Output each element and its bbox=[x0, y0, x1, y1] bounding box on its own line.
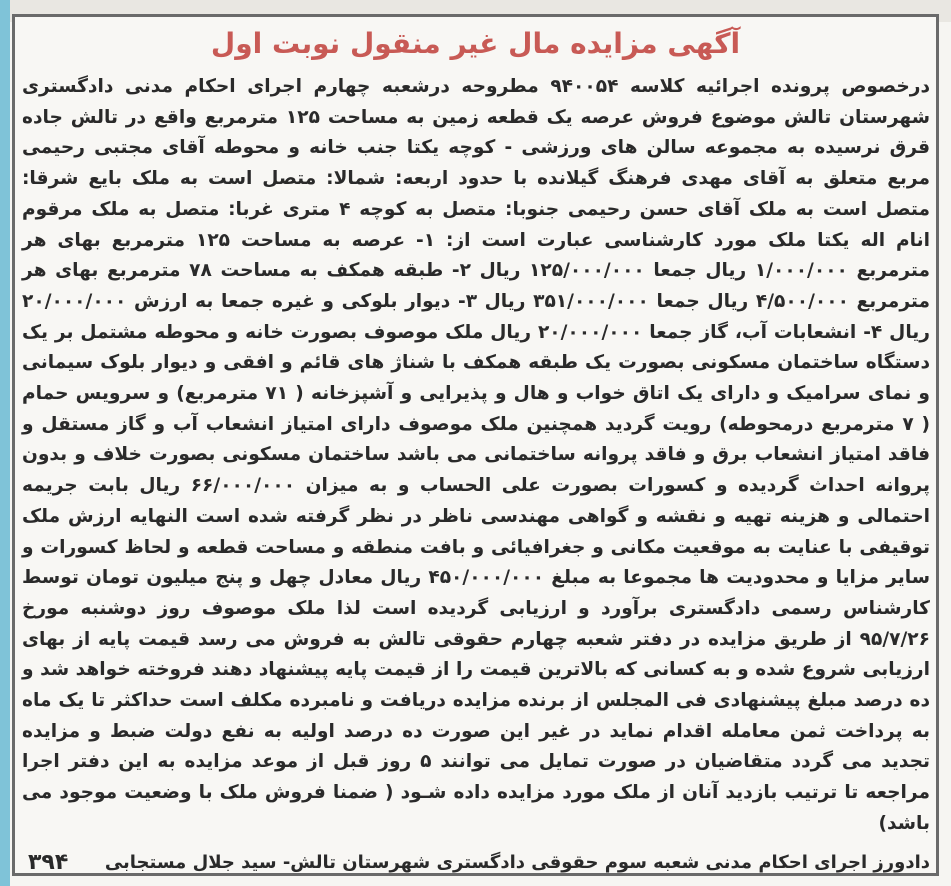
signature-line: دادورز اجرای احکام مدنی شعبه سوم حقوقی دادگستری شهرستان تالش- سید جلال مستجابی bbox=[104, 852, 930, 873]
notice-title: آگهی مزایده مال غیر منقول نوبت اول bbox=[210, 27, 741, 60]
ad-number: ۳۹۴ bbox=[28, 850, 69, 875]
notice-footer bbox=[22, 852, 930, 878]
notice-body: درخصوص پرونده اجرائیه کلاسه ۹۴۰۰۵۴ مطروحه درشعبه چهارم اجرای احکام مدنی دادگستری شهرستان تالش موضوع فروش عرصه یک قطعه زمین به مساحت ۱۲۵ مترمربع واقع در تالش جاده قرق نرسیده به مجموعه سالن های ورزشی - کوچه یکتا جنب خانه و محوطه آقای مجتبی رحیمی مربع متعلق به آقای مهدی فرهنگ گیلانده با حدود اربعه: شمالا: متصل است به ملک بایع شرقا: متصل است به ملک آقای حسن رحیمی جنوبا: متصل به کوچه ۴ متری غربا: متصل به ملک مرقوم انام اله یکتا ملک مورد کارشناسی عبارت است از: ۱- عرصه به مساحت ۱۲۵ مترمربع بهای هر مترمربع ۱/۰۰۰/۰۰۰ ریال جمعا ۱۲۵/۰۰۰/۰۰۰ ریال ۲- طبقه همکف به مساحت ۷۸ مترمربع بهای هر مترمربع ۴/۵۰۰/۰۰۰ ریال جمعا ۳۵۱/۰۰۰/۰۰۰ ریال ۳- دیوار بلوکی و غیره جمعا به ارزش ۲۰/۰۰۰/۰۰۰ ریال ۴- انشعابات آب، گاز جمعا ۲۰/۰۰۰/۰۰۰ ریال ملک موصوف بصورت خانه و محوطه مشتمل بر یک دستگاه ساختمان مسکونی بصورت یک طبقه همکف با شناژ های قائم و افقی و دیوار بلوک سیمانی و نمای سرامیک و دارای یک اتاق خواب و هال و پذیرایی و آشپزخانه ( ۷۱ مترمربع) و سرویس حمام ( ۷ مترمربع درمحوطه) رویت گردید همچنین ملک موصوف دارای امتیاز انشعاب آب و گاز مستقل و فاقد امتیاز انشعاب برق و فاقد پروانه ساختمانی می باشد ساختمان مسکونی بصورت خلاف و بدون پروانه احداث گردیده و کسورات بصورت علی الحساب و به میزان ۶۶/۰۰۰/۰۰۰ ریال بابت جریمه احتمالی و هزینه تهیه و نقشه و گواهی مهندسی ناظر در نظر گرفته شده است النهایه ارزش ملک توقیفی با عنایت به موقعیت مکانی و جغرافیائی و بافت منطقه و مساحت قطعه و لحاظ کسورات و سایر مزایا و محدودیت ها مجموعا به مبلغ ۴۵۰/۰۰۰/۰۰۰ ریال معادل چهل و پنج میلیون تومان توسط کارشناس رسمی دادگستری برآورد و ارزیابی گردیده است لذا ملک موصوف روز دوشنبه مورخ ۹۵/۷/۲۶ از طریق مزایده در دفتر شعبه چهارم حقوقی تالش به فروش می رسد قیمت پایه از بهای ارزیابی شروع شده و به کسانی که بالاترین قیمت را از قیمت پایه پیشنهاد دهند فروخته خواهد شد و ده درصد مبلغ پیشنهادی فی المجلس از برنده مزایده دریافت و نامبرده مکلف است حداکثر تا یک ماه به پرداخت ثمن معامله اقدام نماید در غیر این صورت ده درصد اولیه به نفع دولت ضبط و مزایده تجدید می گردد متقاضیان در صورت تمایل می توانند ۵ روز قبل از موعد مزایده به این دفتر اجرا مراجعه تا ترتیب بازدید آنان از ملک مورد مزایده داده شـود ( ضمنا فروش ملک با وضعیت موجود می باشد) bbox=[22, 76, 931, 834]
left-margin-bar bbox=[0, 0, 10, 886]
